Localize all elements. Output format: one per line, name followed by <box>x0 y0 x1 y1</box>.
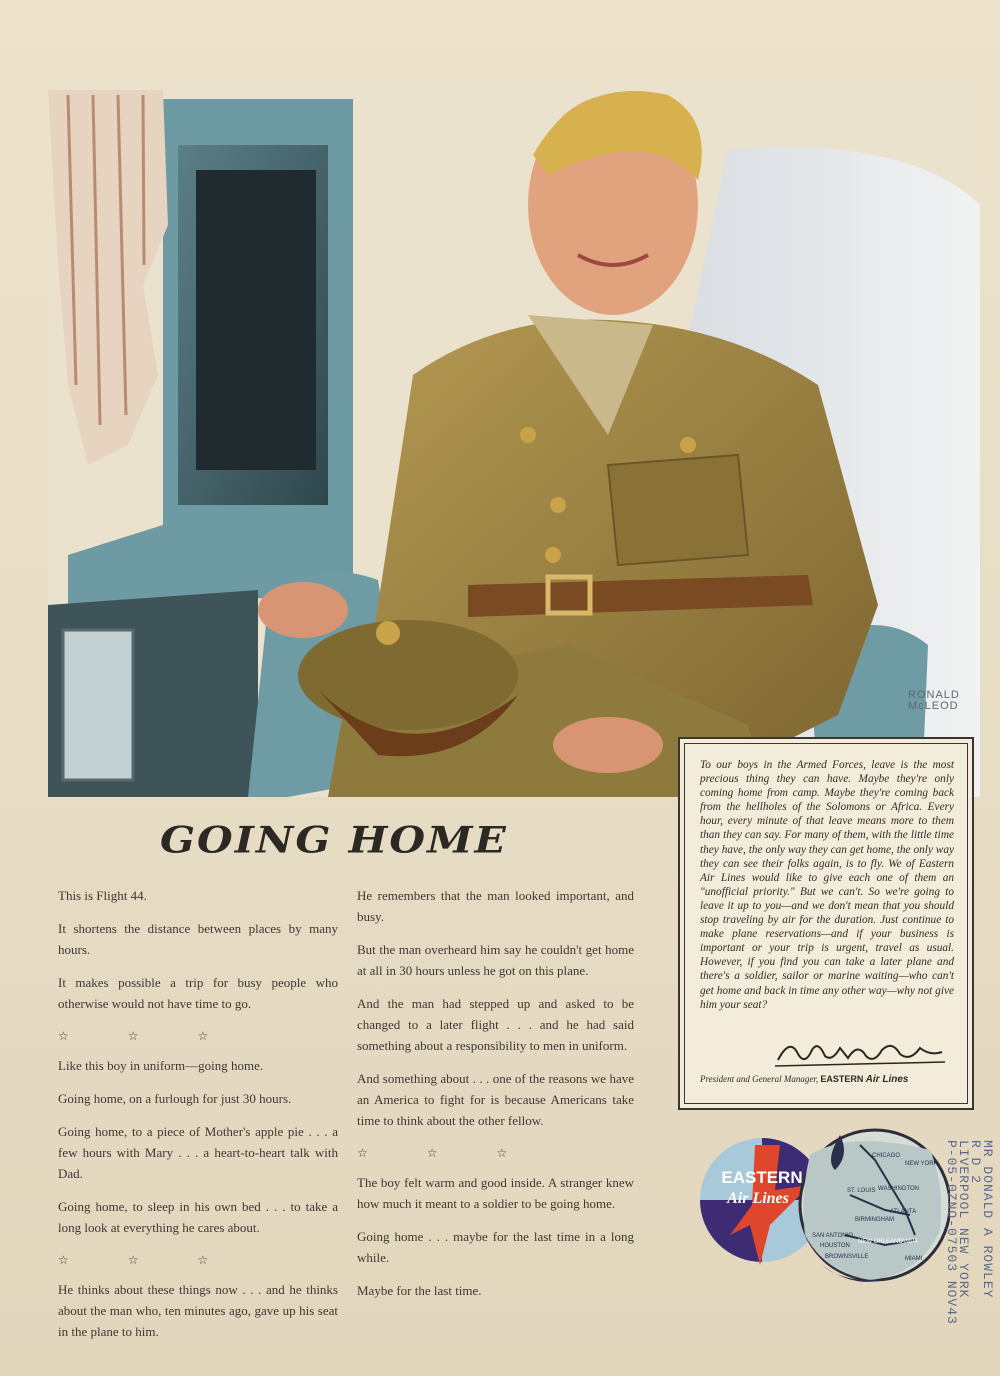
headline: GOING HOME <box>160 818 508 862</box>
paragraph: And something about . . . one of the reasons we have an America to fight for is because Americans take time to think about the other fellow. <box>357 1071 634 1128</box>
map-label: ST. LOUIS <box>847 1188 876 1194</box>
paragraph: Going home, to sleep in his own bed . . . to take a long look at everything he cares about. <box>58 1199 338 1235</box>
body-column-right <box>357 885 634 1313</box>
paragraph: He thinks about these things now . . . and he thinks about the man who, ten minutes ago, gave up his seat in the plane to him. <box>58 1282 338 1339</box>
credit-brand: EASTERN <box>820 1074 864 1084</box>
body-column-left <box>58 885 338 1354</box>
address-line: P-05-0ZNO-07503 NOV43 <box>944 1140 959 1325</box>
credit-brand-script: Air Lines <box>865 1074 909 1085</box>
paragraph: He remembers that the man looked important, and busy. <box>357 888 634 924</box>
map-label: BIRMINGHAM <box>855 1217 894 1223</box>
map-label: CHICAGO <box>872 1153 901 1159</box>
paragraph: Like this boy in uniform—going home. <box>58 1058 264 1073</box>
artist-signature: RONALD McLEOD <box>908 689 960 712</box>
map-label: TAMPA <box>898 1239 918 1245</box>
map-label: BROWNSVILLE <box>825 1254 869 1260</box>
paragraph: This is Flight 44. <box>58 888 147 903</box>
paragraph: Going home . . . maybe for the last time in a long while. <box>357 1229 634 1265</box>
map-label: HOUSTON <box>820 1243 850 1249</box>
map-label: WASHINGTON <box>878 1186 920 1192</box>
paragraph: It makes possible a trip for busy people who otherwise would not have time to go. <box>58 975 338 1011</box>
star-divider: ☆ ☆ ☆ <box>58 1253 237 1267</box>
paragraph: It shortens the distance between places by many hours. <box>58 921 338 957</box>
map-label: NEW YORK <box>905 1161 938 1167</box>
credit-title: President and General Manager, <box>700 1074 819 1084</box>
paragraph: But the man overheard him say he couldn't get home at all in 30 hours unless he got on this plane. <box>357 942 634 978</box>
address-line: MR DONALD A ROWLEY <box>980 1140 995 1299</box>
star-divider: ☆ ☆ ☆ <box>58 1029 237 1043</box>
address-line: R D 2 <box>968 1140 983 1185</box>
paragraph: Going home, on a furlough for just 30 hours. <box>58 1091 292 1106</box>
star-divider: ☆ ☆ ☆ <box>357 1146 536 1160</box>
map-label: MIAMI <box>905 1256 923 1262</box>
subscriber-address-label <box>944 1140 998 1370</box>
eastern-air-lines-logo <box>700 1115 950 1290</box>
paragraph: Going home, to a piece of Mother's apple pie . . . a few hours with Mary . . . a heart-to-heart talk with Dad. <box>58 1124 338 1181</box>
paragraph: The boy felt warm and good inside. A stranger knew how much it meant to a soldier to be going home. <box>357 1175 634 1211</box>
paragraph: Maybe for the last time. <box>357 1283 482 1298</box>
president-letter-box <box>678 737 974 1110</box>
soldier-in-airplane-seat-illustration <box>48 85 980 797</box>
logo-word-airlines: Air Lines <box>727 1190 789 1207</box>
map-label: SAN ANTONIO <box>812 1233 853 1239</box>
address-line: LIVERPOOL NEW YORK <box>956 1140 971 1299</box>
handwritten-signature <box>770 1032 950 1072</box>
logo-word-eastern: EASTERN <box>721 1168 803 1187</box>
letter-body: To our boys in the Armed Forces, leave is the most precious thing they can have. Maybe they're only coming home from camp. Maybe they're coming back from the hellholes of the Solomons or Africa. Every hour, every minute of that leave means more to them than they can say. For many of them, with the little time they have, the only way they can get home, the only way they can see their folks again, is to fly. We of Eastern Air Lines would like to give each one of them an "unofficial priority." But we can't. So we're going to leave it up to you—and we don't mean that you should stop traveling by air for the duration. Just continue to make plane reservations—and if your business is important or your trip is urgent, travel as usual. However, if you find you can take a later plane and there's a soldier, sailor or marine waiting—who can't get home and back in time any other way—why not give him your seat? <box>700 759 954 1011</box>
letter-credit <box>700 1074 956 1085</box>
paragraph: And the man had stepped up and asked to be changed to a later flight . . . and he had said something about a responsibility to men in uniform. <box>357 996 634 1053</box>
map-label: ATLANTA <box>890 1209 917 1215</box>
map-label: NEW ORLEANS <box>858 1239 903 1245</box>
